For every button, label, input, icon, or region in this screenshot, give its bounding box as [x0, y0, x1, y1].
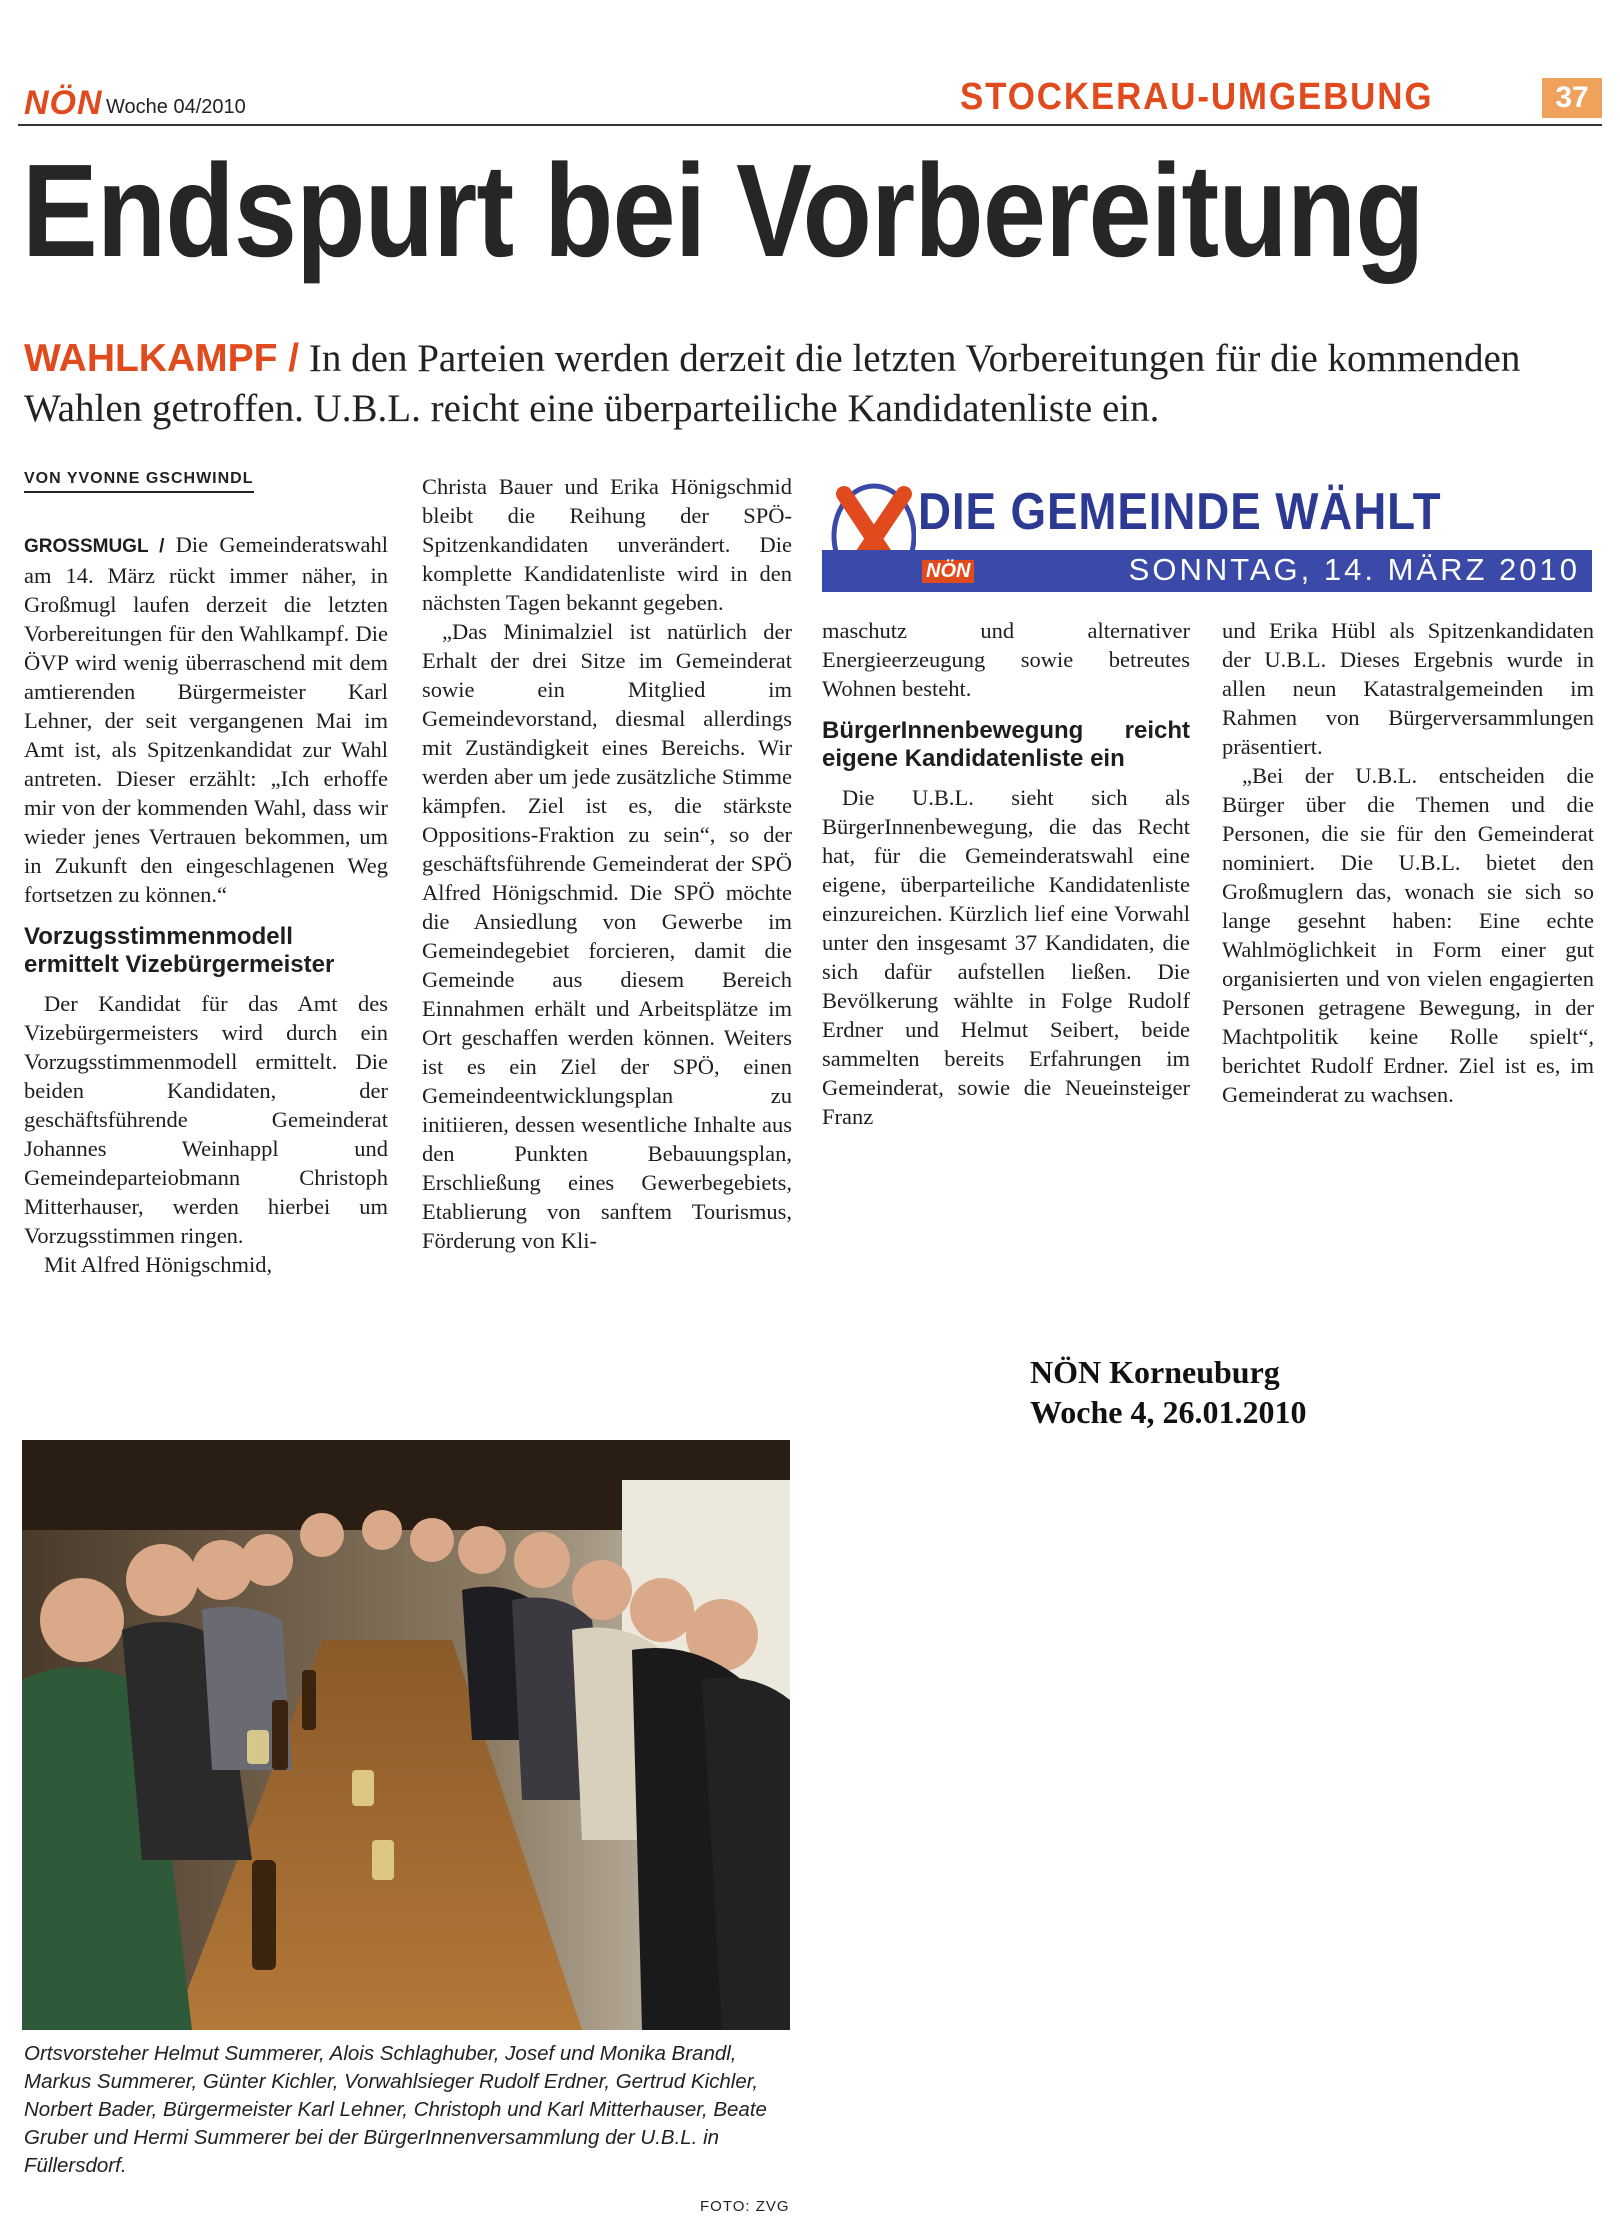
photo-credit: FOTO: ZVG: [700, 2198, 790, 2215]
issue-week: Woche 04/2010: [106, 96, 246, 118]
page-number: 37: [1542, 78, 1602, 118]
dateline: GROSSMUGL /: [24, 536, 165, 557]
source-note-line-1: NÖN Korneuburg: [1030, 1354, 1280, 1390]
deck-text: In den Parteien werden derzeit die letzten Vorbereitungen für die kommenden Wahlen getroffen. U.B.L. reicht eine überparteiliche Kandidatenliste ein.: [24, 337, 1521, 430]
section-title: STOCKERAU-UMGEBUNG: [960, 76, 1434, 118]
deck: [24, 334, 1614, 434]
banner-brand: NÖN: [922, 560, 974, 583]
col1-paragraph-1: GROSSMUGL / Die Gemeinderatswahl am 14. März rückt immer näher, in Großmugl laufen derzeit die letzten Vorbereitungen für den Wahlkampf. Die ÖVP wird wenig überraschend mit dem amtierenden Bürgermeister Karl Lehner, der seit vergangenen Mai im Amt ist, als Spitzenkandidat zur Wahl antreten. Dieser erzählt: „Ich erhoffe mir von der kommenden Wahl, dass wir wieder jenes Vertrauen bekommen, um in Zukunft den eingeschlagenen Weg fortsetzen zu können.“: [24, 532, 389, 907]
article-column-3: [822, 616, 1190, 1131]
col1-paragraph-3: Mit Alfred Hönigschmid,: [44, 1252, 273, 1277]
col1-paragraph-2: Der Kandidat für das Amt des Vizebürgermeisters wird durch ein Vorzugsstimmenmodell ermittelt. Die beiden Kandidaten, der geschäftsführende Gemeinderat Johannes Weinhappl und Gemeindeparteiobmann Christoph Mitterhauser, werden hierbei um Vorzugsstimmen ringen.: [24, 991, 388, 1248]
banner-date: SONNTAG, 14. MÄRZ 2010: [1128, 552, 1580, 587]
newspaper-logo: NÖN: [24, 84, 103, 122]
source-note-line-2: Woche 4, 26.01.2010: [1030, 1394, 1307, 1430]
banner-title: DIE GEMEINDE WÄHLT: [918, 483, 1442, 541]
headline: Endspurt bei Vorbereitung: [22, 137, 1424, 284]
source-note: [1030, 1352, 1306, 1432]
author-byline: VON YVONNE GSCHWINDL: [24, 470, 254, 493]
col4-paragraph-2: „Bei der U.B.L. entscheiden die Bürger über die Themen und die Personen, die sie für den Gemeinderat nominiert. Die U.B.L. bietet den Großmuglern das, wonach sie sich so lange gesehnt haben: Eine echte Wahlmöglichkeit in Form einer gut organisierten und von vielen engagierten Personen getragene Bewegung, in der Machtpolitik keine Rolle spielt“, berichtet Rudolf Erdner. Ziel ist es, im Gemeinderat zu wachsen.: [1222, 763, 1594, 1107]
group-photo-illustration: [22, 1440, 790, 2030]
col4-paragraph-1: und Erika Hübl als Spitzenkandidaten der U.B.L. Dieses Ergebnis wurde in allen neun Katastralgemeinden im Rahmen von Bürgerversammlungen präsentiert.: [1222, 618, 1594, 759]
col2-paragraph-2: „Das Minimalziel ist natürlich der Erhalt der drei Sitze im Gemeinderat sowie ein Mitglied im Gemeindevorstand, diesmal allerdings mit Zuständigkeit eines Bereichs. Wir werden aber um jede zusätzliche Stimme kämpfen. Ziel ist es, die stärkste Oppositions-Fraktion zu sein“, so der geschäftsführende Gemeinderat der SPÖ Alfred Hönigschmid. Die SPÖ möchte die Ansiedlung von Gewerbe im Gemeindegebiet forcieren, damit die Gemeinde aus diesem Bereich Einnahmen erhält und Arbeitsplätze im Ort geschaffen werden können. Weiters ist es ein Ziel der SPÖ, einen Gemeindeentwicklungsplan zu initiieren, dessen wesentliche Inhalte aus den Punkten Bebauungsplan, Erschließung eines Gewerbegebiets, Etablierung von sanftem Tourismus, Förderung von Kli-: [422, 619, 792, 1253]
col2-paragraph-1: Christa Bauer und Erika Hönigschmid bleibt die Reihung der SPÖ-Spitzenkandidaten unverändert. Die komplette Kandidatenliste wird in den nächsten Tagen bekannt gegeben.: [422, 474, 792, 615]
col3-paragraph-2: Die U.B.L. sieht sich als BürgerInnenbewegung, die das Recht hat, für die Gemeinderatswahl eine eigene, überparteiliche Kandidatenliste einzureichen. Kürzlich lief eine Vorwahl unter den insgesamt 37 Kandidaten, die sich dafür aufstellen ließen. Die Bevölkerung wählte in Folge Rudolf Erdner und Helmut Seibert, beide sammelten bereits Erfahrungen im Gemeinderat, sowie die Neueinsteiger Franz: [822, 785, 1190, 1129]
header-rule: [18, 124, 1602, 126]
deck-kicker: WAHLKAMPF /: [24, 337, 300, 380]
col1-subhead: Vorzugsstimmenmodell ermittelt Vizebürgermeister: [24, 923, 335, 978]
photo-caption: Ortsvorsteher Helmut Summerer, Alois Schlaghuber, Josef und Monika Brandl, Markus Summerer, Günter Kichler, Vorwahlsieger Rudolf Erdner, Gertrud Kichler, Norbert Bader, Bürgermeister Karl Lehner, Christoph und Karl Mitterhauser, Beate Gruber und Hermi Summerer bei der BürgerInnenversammlung der U.B.L. in Füllersdorf.: [24, 2042, 767, 2177]
group-photo: [22, 1440, 790, 2030]
col3-subhead: BürgerInnenbewegung reicht eigene Kandidatenliste ein: [822, 717, 1190, 772]
col3-paragraph-1: maschutz und alternativer Energieerzeugung sowie betreutes Wohnen besteht.: [822, 618, 1190, 701]
election-banner: [822, 480, 1592, 592]
article-column-4: [1222, 616, 1594, 1109]
article-column-2: [422, 472, 792, 1255]
article-column-1: [24, 530, 388, 1279]
